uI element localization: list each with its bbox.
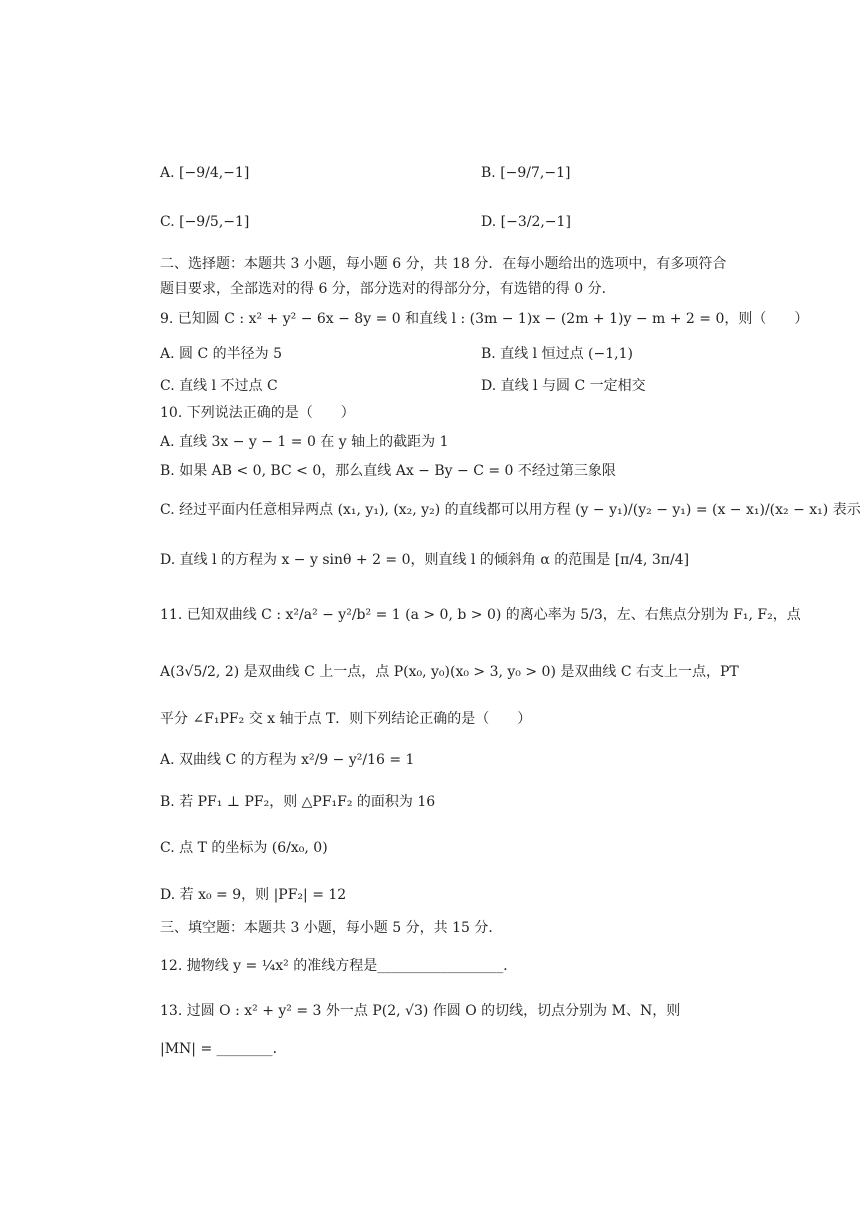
- q13-stem-line1: 13. 过圆 O : x² + y² = 3 外一点 P(2, √3) 作圆 O 的切线，切点分别为 M、N，则: [160, 1003, 681, 1019]
- q10-stem: 10. 下列说法正确的是（ ）: [160, 405, 355, 421]
- section3-heading: 三、填空题：本题共 3 小题，每小题 5 分，共 15 分．: [160, 920, 503, 936]
- q10-option-b: B. 如果 AB < 0, BC < 0，那么直线 Ax − By − C = 0 不经过第三象限: [160, 463, 616, 479]
- q11-option-a: A. 双曲线 C 的方程为 x²/9 − y²/16 = 1: [160, 752, 415, 768]
- q11-stem-line2: A(3√5/2, 2) 是双曲线 C 上一点，点 P(x₀, y₀)(x₀ > 3, y₀ > 0) 是双曲线 C 右支上一点，PT: [160, 664, 739, 680]
- q10-option-c: C. 经过平面内任意相异两点 (x₁, y₁), (x₂, y₂) 的直线都可以用方程 (y − y₁)/(y₂ − y₁) = (x − x₁)/(x₂ − x₁) 表示: [160, 502, 861, 518]
- q13-stem-line2: |MN| = ________．: [160, 1041, 287, 1057]
- q8-option-d: D. [−3/2,−1]: [481, 214, 571, 230]
- q8-option-b: B. [−9/7,−1]: [481, 165, 571, 181]
- q9-stem: 9. 已知圆 C : x² + y² − 6x − 8y = 0 和直线 l : (3m − 1)x − (2m + 1)y − m + 2 = 0，则（ ）: [160, 311, 809, 327]
- q9-option-a: A. 圆 C 的半径为 5: [160, 346, 282, 362]
- q10-option-a: A. 直线 3x − y − 1 = 0 在 y 轴上的截距为 1: [160, 434, 449, 450]
- section2-heading: 二、选择题：本题共 3 小题，每小题 6 分，共 18 分．在每小题给出的选项中，有多项符合: [160, 256, 727, 272]
- q8-option-a: A. [−9/4,−1]: [160, 165, 250, 181]
- q9-option-c: C. 直线 l 不过点 C: [160, 378, 278, 394]
- q12-stem: 12. 抛物线 y = ¼x² 的准线方程是__________________．: [160, 958, 518, 974]
- q11-option-d: D. 若 x₀ = 9，则 |PF₂| = 12: [160, 887, 347, 903]
- q11-stem-line1: 11. 已知双曲线 C : x²/a² − y²/b² = 1 (a > 0, b > 0) 的离心率为 5/3，左、右焦点分别为 F₁, F₂，点: [160, 607, 801, 623]
- q9-option-d: D. 直线 l 与圆 C 一定相交: [481, 378, 646, 394]
- section2-instruction: 题目要求，全部选对的得 6 分，部分选对的得部分分，有选错的得 0 分．: [160, 281, 616, 297]
- q11-option-c: C. 点 T 的坐标为 (6/x₀, 0): [160, 840, 328, 856]
- q11-option-b: B. 若 PF₁ ⊥ PF₂，则 △PF₁F₂ 的面积为 16: [160, 794, 436, 810]
- q8-option-c: C. [−9/5,−1]: [160, 214, 250, 230]
- q9-option-b: B. 直线 l 恒过点 (−1,1): [481, 346, 633, 362]
- q10-option-d: D. 直线 l 的方程为 x − y sinθ + 2 = 0，则直线 l 的倾斜角 α 的范围是 [π/4, 3π/4]: [160, 552, 690, 568]
- q11-stem-line3: 平分 ∠F₁PF₂ 交 x 轴于点 T．则下列结论正确的是（ ）: [160, 711, 532, 727]
